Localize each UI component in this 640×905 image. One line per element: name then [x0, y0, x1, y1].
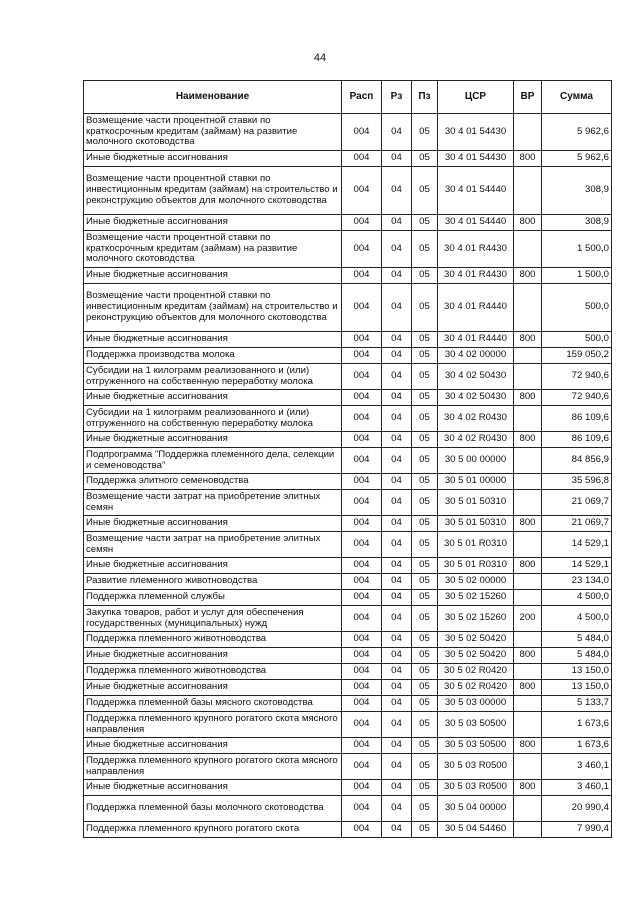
table-row [84, 114, 612, 151]
cell-rasp: 004 [342, 432, 382, 448]
cell-csr: 30 4 01 R4430 [438, 231, 514, 268]
cell-csr: 30 5 03 50500 [438, 738, 514, 754]
cell-rasp: 004 [342, 558, 382, 574]
header-name: Наименование [84, 81, 342, 114]
cell-rasp: 004 [342, 332, 382, 348]
cell-csr: 30 5 03 R0500 [438, 754, 514, 780]
cell-sum: 23 134,0 [542, 574, 612, 590]
cell-rasp: 004 [342, 822, 382, 838]
table-row [84, 606, 612, 632]
cell-vr [514, 696, 542, 712]
cell-rasp: 004 [342, 490, 382, 516]
cell-vr [514, 574, 542, 590]
cell-rz: 04 [382, 167, 412, 215]
cell-rasp: 004 [342, 738, 382, 754]
cell-sum: 5 133,7 [542, 696, 612, 712]
cell-rasp: 004 [342, 780, 382, 796]
cell-name: Иные бюджетные ассигнования [84, 780, 342, 796]
cell-pz: 05 [412, 738, 438, 754]
cell-vr [514, 284, 542, 332]
cell-name: Иные бюджетные ассигнования [84, 332, 342, 348]
cell-vr: 800 [514, 151, 542, 167]
cell-vr: 800 [514, 432, 542, 448]
cell-csr: 30 5 01 R0310 [438, 558, 514, 574]
table-row [84, 796, 612, 822]
cell-pz: 05 [412, 574, 438, 590]
cell-rz: 04 [382, 215, 412, 231]
cell-sum: 3 460,1 [542, 754, 612, 780]
table-row [84, 516, 612, 532]
cell-csr: 30 4 01 54430 [438, 114, 514, 151]
cell-sum: 14 529,1 [542, 532, 612, 558]
cell-name: Возмещение части процентной ставки по краткосрочным кредитам (займам) на развитие молочного скотоводства [84, 114, 342, 151]
cell-vr: 800 [514, 558, 542, 574]
cell-sum: 1 673,6 [542, 712, 612, 738]
cell-pz: 05 [412, 114, 438, 151]
cell-rz: 04 [382, 390, 412, 406]
cell-rasp: 004 [342, 632, 382, 648]
table-row [84, 268, 612, 284]
table-row [84, 680, 612, 696]
cell-pz: 05 [412, 406, 438, 432]
cell-rz: 04 [382, 738, 412, 754]
cell-name: Иные бюджетные ассигнования [84, 648, 342, 664]
cell-vr [514, 490, 542, 516]
cell-rasp: 004 [342, 406, 382, 432]
cell-csr: 30 4 02 50430 [438, 364, 514, 390]
cell-sum: 3 460,1 [542, 780, 612, 796]
cell-vr [514, 754, 542, 780]
cell-rz: 04 [382, 268, 412, 284]
cell-vr [514, 406, 542, 432]
cell-pz: 05 [412, 648, 438, 664]
cell-csr: 30 4 01 54440 [438, 215, 514, 231]
cell-vr: 800 [514, 332, 542, 348]
cell-rz: 04 [382, 406, 412, 432]
cell-name: Субсидии на 1 килограмм реализованного и (или) отгруженного на собственную переработку молока [84, 364, 342, 390]
cell-rasp: 004 [342, 606, 382, 632]
cell-vr: 800 [514, 680, 542, 696]
table-row [84, 448, 612, 474]
cell-sum: 1 500,0 [542, 268, 612, 284]
cell-pz: 05 [412, 558, 438, 574]
table-row [84, 632, 612, 648]
table-row [84, 664, 612, 680]
cell-pz: 05 [412, 796, 438, 822]
cell-pz: 05 [412, 167, 438, 215]
cell-sum: 35 596,8 [542, 474, 612, 490]
cell-rasp: 004 [342, 268, 382, 284]
cell-pz: 05 [412, 490, 438, 516]
cell-sum: 5 484,0 [542, 632, 612, 648]
cell-csr: 30 5 03 00000 [438, 696, 514, 712]
cell-rasp: 004 [342, 680, 382, 696]
cell-name: Поддержка производства молока [84, 348, 342, 364]
cell-sum: 21 069,7 [542, 490, 612, 516]
cell-pz: 05 [412, 348, 438, 364]
cell-pz: 05 [412, 606, 438, 632]
cell-vr [514, 822, 542, 838]
cell-rz: 04 [382, 448, 412, 474]
cell-vr [514, 664, 542, 680]
cell-csr: 30 4 01 R4440 [438, 284, 514, 332]
table-row [84, 558, 612, 574]
cell-rz: 04 [382, 754, 412, 780]
cell-pz: 05 [412, 632, 438, 648]
cell-name: Возмещение части процентной ставки по инвестиционным кредитам (займам) на строительство и реконструкцию объектов для молочного скотоводства [84, 284, 342, 332]
cell-name: Поддержка племенной службы [84, 590, 342, 606]
cell-sum: 86 109,6 [542, 406, 612, 432]
cell-name: Поддержка племенного животноводства [84, 664, 342, 680]
cell-rz: 04 [382, 822, 412, 838]
table-row [84, 696, 612, 712]
cell-rz: 04 [382, 114, 412, 151]
cell-vr [514, 231, 542, 268]
table-row [84, 348, 612, 364]
cell-csr: 30 5 01 00000 [438, 474, 514, 490]
cell-sum: 1 500,0 [542, 231, 612, 268]
table-row [84, 754, 612, 780]
table-header-row [84, 81, 612, 114]
cell-rasp: 004 [342, 712, 382, 738]
cell-rasp: 004 [342, 215, 382, 231]
cell-csr: 30 4 01 54440 [438, 167, 514, 215]
cell-name: Возмещение части затрат на приобретение элитных семян [84, 490, 342, 516]
header-pz: Пз [412, 81, 438, 114]
table-row [84, 406, 612, 432]
cell-csr: 30 4 01 R4430 [438, 268, 514, 284]
cell-pz: 05 [412, 448, 438, 474]
cell-name: Иные бюджетные ассигнования [84, 738, 342, 754]
cell-rasp: 004 [342, 448, 382, 474]
cell-csr: 30 5 02 R0420 [438, 664, 514, 680]
cell-pz: 05 [412, 780, 438, 796]
table-row [84, 390, 612, 406]
cell-csr: 30 4 02 00000 [438, 348, 514, 364]
header-rz: Рз [382, 81, 412, 114]
cell-rz: 04 [382, 780, 412, 796]
cell-vr [514, 532, 542, 558]
cell-pz: 05 [412, 590, 438, 606]
cell-name: Иные бюджетные ассигнования [84, 680, 342, 696]
cell-rasp: 004 [342, 754, 382, 780]
cell-rz: 04 [382, 632, 412, 648]
cell-vr [514, 712, 542, 738]
cell-pz: 05 [412, 822, 438, 838]
table-row [84, 284, 612, 332]
cell-pz: 05 [412, 432, 438, 448]
cell-sum: 13 150,0 [542, 664, 612, 680]
cell-vr [514, 348, 542, 364]
cell-sum: 308,9 [542, 167, 612, 215]
cell-vr: 800 [514, 390, 542, 406]
cell-rz: 04 [382, 558, 412, 574]
cell-csr: 30 4 01 R4440 [438, 332, 514, 348]
cell-csr: 30 5 03 50500 [438, 712, 514, 738]
cell-pz: 05 [412, 231, 438, 268]
cell-sum: 1 673,6 [542, 738, 612, 754]
cell-pz: 05 [412, 215, 438, 231]
cell-rz: 04 [382, 332, 412, 348]
cell-rz: 04 [382, 516, 412, 532]
cell-pz: 05 [412, 680, 438, 696]
cell-name: Иные бюджетные ассигнования [84, 268, 342, 284]
cell-pz: 05 [412, 516, 438, 532]
table-row [84, 167, 612, 215]
cell-rasp: 004 [342, 231, 382, 268]
cell-sum: 72 940,6 [542, 390, 612, 406]
cell-name: Поддержка племенного крупного рогатого скота мясного направления [84, 754, 342, 780]
cell-pz: 05 [412, 474, 438, 490]
cell-csr: 30 5 04 00000 [438, 796, 514, 822]
cell-name: Иные бюджетные ассигнования [84, 215, 342, 231]
cell-vr [514, 167, 542, 215]
cell-pz: 05 [412, 364, 438, 390]
table-row [84, 474, 612, 490]
table-row [84, 574, 612, 590]
cell-pz: 05 [412, 284, 438, 332]
cell-csr: 30 5 04 54460 [438, 822, 514, 838]
cell-sum: 5 962,6 [542, 151, 612, 167]
cell-vr: 800 [514, 268, 542, 284]
cell-sum: 4 500,0 [542, 590, 612, 606]
cell-csr: 30 4 02 R0430 [438, 406, 514, 432]
table-row [84, 780, 612, 796]
cell-rasp: 004 [342, 151, 382, 167]
cell-pz: 05 [412, 332, 438, 348]
page-number: 44 [313, 52, 327, 64]
cell-vr: 800 [514, 516, 542, 532]
table-body [84, 114, 612, 838]
cell-name: Иные бюджетные ассигнования [84, 432, 342, 448]
cell-rz: 04 [382, 680, 412, 696]
cell-rasp: 004 [342, 364, 382, 390]
table-row [84, 590, 612, 606]
table-row [84, 532, 612, 558]
cell-sum: 4 500,0 [542, 606, 612, 632]
cell-name: Поддержка элитного семеноводства [84, 474, 342, 490]
cell-sum: 500,0 [542, 332, 612, 348]
cell-name: Развитие племенного животноводства [84, 574, 342, 590]
cell-vr: 800 [514, 215, 542, 231]
cell-csr: 30 4 02 R0430 [438, 432, 514, 448]
cell-rasp: 004 [342, 114, 382, 151]
cell-rz: 04 [382, 432, 412, 448]
cell-rasp: 004 [342, 648, 382, 664]
cell-sum: 5 962,6 [542, 114, 612, 151]
cell-vr [514, 796, 542, 822]
cell-sum: 500,0 [542, 284, 612, 332]
cell-vr: 200 [514, 606, 542, 632]
cell-rz: 04 [382, 490, 412, 516]
cell-name: Возмещение части процентной ставки по инвестиционным кредитам (займам) на строительство и реконструкцию объектов для молочного скотоводства [84, 167, 342, 215]
cell-vr [514, 474, 542, 490]
cell-rz: 04 [382, 348, 412, 364]
cell-rasp: 004 [342, 664, 382, 680]
cell-name: Поддержка племенного крупного рогатого скота мясного направления [84, 712, 342, 738]
cell-csr: 30 4 02 50430 [438, 390, 514, 406]
cell-rz: 04 [382, 696, 412, 712]
cell-rasp: 004 [342, 574, 382, 590]
cell-rz: 04 [382, 284, 412, 332]
cell-sum: 86 109,6 [542, 432, 612, 448]
cell-rasp: 004 [342, 796, 382, 822]
cell-rz: 04 [382, 664, 412, 680]
cell-vr [514, 448, 542, 474]
cell-rz: 04 [382, 590, 412, 606]
table-row [84, 364, 612, 390]
cell-rz: 04 [382, 231, 412, 268]
cell-name: Субсидии на 1 килограмм реализованного и (или) отгруженного на собственную переработку молока [84, 406, 342, 432]
cell-name: Поддержка племенного крупного рогатого скота [84, 822, 342, 838]
cell-pz: 05 [412, 532, 438, 558]
cell-vr [514, 632, 542, 648]
cell-rz: 04 [382, 474, 412, 490]
cell-name: Иные бюджетные ассигнования [84, 390, 342, 406]
cell-rasp: 004 [342, 516, 382, 532]
table-row [84, 712, 612, 738]
cell-csr: 30 4 01 54430 [438, 151, 514, 167]
cell-sum: 21 069,7 [542, 516, 612, 532]
cell-vr [514, 364, 542, 390]
cell-csr: 30 5 02 00000 [438, 574, 514, 590]
cell-rz: 04 [382, 532, 412, 558]
cell-name: Иные бюджетные ассигнования [84, 558, 342, 574]
header-csr: ЦСР [438, 81, 514, 114]
table-row [84, 648, 612, 664]
cell-pz: 05 [412, 664, 438, 680]
table-row [84, 432, 612, 448]
cell-csr: 30 5 01 50310 [438, 516, 514, 532]
cell-rasp: 004 [342, 390, 382, 406]
table-row [84, 215, 612, 231]
cell-name: Закупка товаров, работ и услуг для обеспечения государственных (муниципальных) нужд [84, 606, 342, 632]
cell-pz: 05 [412, 151, 438, 167]
cell-rz: 04 [382, 648, 412, 664]
cell-name: Иные бюджетные ассигнования [84, 151, 342, 167]
cell-vr: 800 [514, 738, 542, 754]
table-row [84, 151, 612, 167]
cell-csr: 30 5 03 R0500 [438, 780, 514, 796]
cell-vr: 800 [514, 780, 542, 796]
cell-sum: 20 990,4 [542, 796, 612, 822]
cell-sum: 14 529,1 [542, 558, 612, 574]
header-vr: ВР [514, 81, 542, 114]
table-row [84, 822, 612, 838]
cell-name: Возмещение части затрат на приобретение элитных семян [84, 532, 342, 558]
cell-rz: 04 [382, 151, 412, 167]
cell-csr: 30 5 02 15260 [438, 606, 514, 632]
cell-vr [514, 590, 542, 606]
cell-rasp: 004 [342, 590, 382, 606]
header-rasp: Расп [342, 81, 382, 114]
cell-sum: 7 990,4 [542, 822, 612, 838]
cell-rz: 04 [382, 606, 412, 632]
cell-name: Поддержка племенной базы мясного скотоводства [84, 696, 342, 712]
cell-pz: 05 [412, 268, 438, 284]
cell-name: Подпрограмма "Поддержка племенного дела, селекции и семеноводства" [84, 448, 342, 474]
table-row [84, 738, 612, 754]
cell-sum: 308,9 [542, 215, 612, 231]
cell-csr: 30 5 02 R0420 [438, 680, 514, 696]
header-sum: Сумма [542, 81, 612, 114]
cell-csr: 30 5 01 R0310 [438, 532, 514, 558]
table-row [84, 490, 612, 516]
table-row [84, 231, 612, 268]
cell-pz: 05 [412, 712, 438, 738]
cell-csr: 30 5 01 50310 [438, 490, 514, 516]
cell-vr [514, 114, 542, 151]
cell-rasp: 004 [342, 348, 382, 364]
cell-csr: 30 5 02 50420 [438, 632, 514, 648]
cell-rasp: 004 [342, 284, 382, 332]
cell-vr: 800 [514, 648, 542, 664]
cell-pz: 05 [412, 390, 438, 406]
cell-sum: 13 150,0 [542, 680, 612, 696]
cell-csr: 30 5 02 50420 [438, 648, 514, 664]
cell-rz: 04 [382, 712, 412, 738]
cell-name: Возмещение части процентной ставки по краткосрочным кредитам (займам) на развитие молочного скотоводства [84, 231, 342, 268]
cell-name: Иные бюджетные ассигнования [84, 516, 342, 532]
cell-name: Поддержка племенного животноводства [84, 632, 342, 648]
cell-sum: 84 856,9 [542, 448, 612, 474]
cell-rasp: 004 [342, 474, 382, 490]
cell-pz: 05 [412, 754, 438, 780]
budget-table [83, 80, 612, 838]
cell-sum: 159 050,2 [542, 348, 612, 364]
cell-rz: 04 [382, 364, 412, 390]
cell-rasp: 004 [342, 532, 382, 558]
cell-pz: 05 [412, 696, 438, 712]
cell-rz: 04 [382, 796, 412, 822]
table-row [84, 332, 612, 348]
cell-rasp: 004 [342, 696, 382, 712]
cell-rz: 04 [382, 574, 412, 590]
cell-name: Поддержка племенной базы молочного скотоводства [84, 796, 342, 822]
cell-csr: 30 5 00 00000 [438, 448, 514, 474]
cell-sum: 72 940,6 [542, 364, 612, 390]
cell-rasp: 004 [342, 167, 382, 215]
cell-csr: 30 5 02 15260 [438, 590, 514, 606]
cell-sum: 5 484,0 [542, 648, 612, 664]
